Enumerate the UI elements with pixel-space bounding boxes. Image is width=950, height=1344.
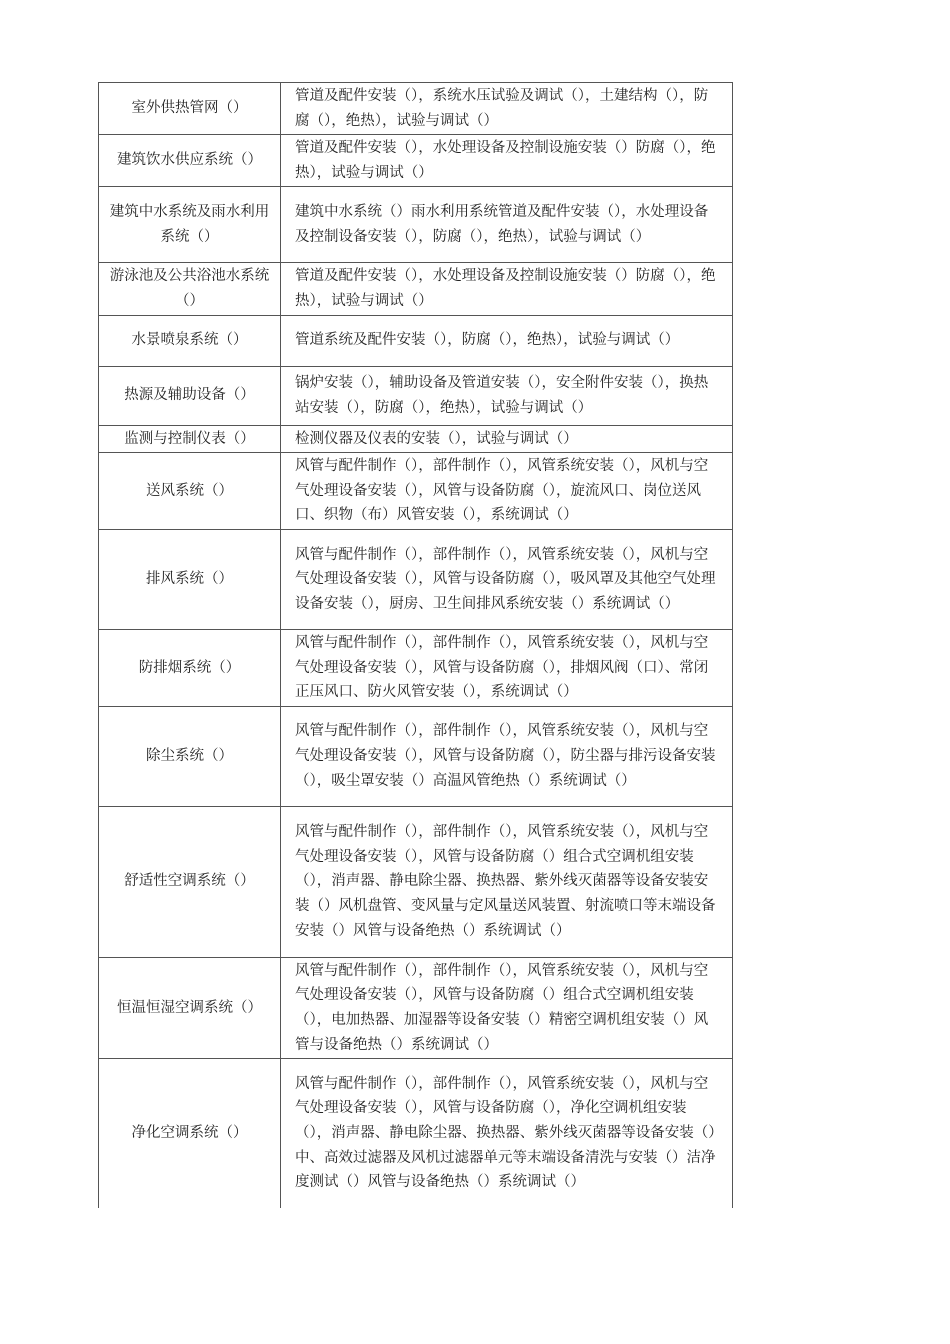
table-row [99, 529, 733, 629]
subsystem-name: 监测与控制仪表（） [124, 430, 255, 447]
table-row [99, 83, 733, 135]
subsystem-name-cell [99, 957, 281, 1058]
work-items-text: 管道及配件安装（），系统水压试验及调试（），土建结构（），防腐（），绝热），试验与调试（） [295, 88, 709, 129]
subsystem-name: 热源及辅助设备（） [124, 387, 255, 404]
table-row [99, 957, 733, 1058]
table-row [99, 706, 733, 806]
table-row [99, 315, 733, 366]
work-items-text: 风管与配件制作（），部件制作（），风管系统安装（），风机与空气处理设备安装（），风管与设备防腐（），净化空调机组安装（），消声器、静电除尘器、换热器、紫外线灭菌器等设备安装（）中、高效过滤器及风机过滤器单元等末端设备清洗与安装（）洁净度测试（）风管与设备绝热（）系统调试（） [295, 1075, 716, 1191]
subsystem-name: 排风系统（） [146, 571, 233, 588]
table-row [99, 453, 733, 530]
work-items-text: 管道及配件安装（），水处理设备及控制设施安装（）防腐（），绝热），试验与调试（） [295, 140, 716, 181]
subsystem-name-cell [99, 706, 281, 806]
work-items-cell [281, 425, 733, 453]
subsystem-name-cell [99, 263, 281, 315]
subsystem-name: 建筑饮水供应系统（） [117, 152, 262, 169]
subsystem-name: 游泳池及公共浴池水系统（） [109, 268, 270, 309]
subsystem-name-cell [99, 529, 281, 629]
subsystem-name: 净化空调系统（） [131, 1125, 248, 1142]
work-items-cell [281, 263, 733, 315]
subsystem-name-cell [99, 366, 281, 425]
work-items-text: 建筑中水系统（）雨水利用系统管道及配件安装（），水处理设备及控制设备安装（），防腐（），绝热），试验与调试（） [295, 204, 709, 245]
subsystem-name: 建筑中水系统及雨水利用系统（） [109, 204, 270, 245]
work-items-cell [281, 1059, 733, 1208]
work-items-text: 风管与配件制作（），部件制作（），风管系统安装（），风机与空气处理设备安装（），风管与设备防腐（），旋流风口、岗位送风口、织物（布）风管安装（），系统调试（） [295, 458, 709, 524]
work-items-cell [281, 187, 733, 263]
subsystem-name: 水景喷泉系统（） [131, 332, 248, 349]
work-items-text: 风管与配件制作（），部件制作（），风管系统安装（），风机与空气处理设备安装（），风管与设备防腐（），吸风罩及其他空气处理设备安装（），厨房、卫生间排风系统安装（）系统调试（） [295, 546, 716, 612]
subsystem-name-cell [99, 425, 281, 453]
work-items-text: 锅炉安装（），辅助设备及管道安装（），安全附件安装（），换热站安装（），防腐（），绝热），试验与调试（） [295, 374, 709, 416]
subsystem-name-cell [99, 315, 281, 366]
work-items-text: 风管与配件制作（），部件制作（），风管系统安装（），风机与空气处理设备安装（），风管与设备防腐（），排烟风阀（口）、常闭正压风口、防火风管安装（），系统调试（） [295, 634, 709, 701]
work-items-cell [281, 315, 733, 366]
subsystem-name: 室外供热管网（） [131, 100, 248, 117]
subsystem-name-cell [99, 806, 281, 957]
work-items-text: 检测仪器及仪表的安装（），试验与调试（） [295, 430, 578, 447]
table-row [99, 1059, 733, 1208]
subsystem-name-cell [99, 629, 281, 706]
subsystem-name-cell [99, 453, 281, 530]
work-items-text: 管道及配件安装（），水处理设备及控制设施安装（）防腐（），绝热），试验与调试（） [295, 268, 716, 309]
subsystem-name-cell [99, 187, 281, 263]
subsystem-name-cell [99, 1059, 281, 1208]
work-items-text: 管道系统及配件安装（），防腐（），绝热），试验与调试（） [295, 332, 680, 349]
work-items-cell [281, 453, 733, 530]
work-items-cell [281, 629, 733, 706]
work-items-text: 风管与配件制作（），部件制作（），风管系统安装（），风机与空气处理设备安装（），风管与设备防腐（）组合式空调机组安装（），电加热器、加湿器等设备安装（）精密空调机组安装（）风管与设备绝热（）系统调试（） [295, 962, 709, 1053]
subsystem-name: 除尘系统（） [146, 747, 233, 764]
table-row [99, 263, 733, 315]
subsystem-name: 舒适性空调系统（） [124, 873, 255, 890]
subsystem-name: 防排烟系统（） [138, 659, 241, 676]
work-items-cell [281, 806, 733, 957]
subsystem-name-cell [99, 83, 281, 135]
table-row [99, 366, 733, 425]
table-row [99, 806, 733, 957]
work-items-text: 风管与配件制作（），部件制作（），风管系统安装（），风机与空气处理设备安装（），风管与设备防腐（）组合式空调机组安装（），消声器、静电除尘器、换热器、紫外线灭菌器等设备安装安装（）风机盘管、变风量与定风量送风装置、射流喷口等末端设备安装（）风管与设备绝热（）系统调试（） [295, 824, 716, 939]
subsystem-name-cell [99, 135, 281, 187]
table-row [99, 425, 733, 453]
table-row [99, 135, 733, 187]
table-row [99, 629, 733, 706]
work-items-text: 风管与配件制作（），部件制作（），风管系统安装（），风机与空气处理设备安装（），风管与设备防腐（），防尘器与排污设备安装（），吸尘罩安装（）高温风管绝热（）系统调试（） [295, 723, 716, 789]
work-items-cell [281, 529, 733, 629]
work-items-cell [281, 706, 733, 806]
inspection-table [98, 82, 733, 1208]
work-items-cell [281, 135, 733, 187]
table-row [99, 187, 733, 263]
work-items-cell [281, 366, 733, 425]
subsystem-name: 送风系统（） [146, 482, 233, 499]
work-items-cell [281, 83, 733, 135]
subsystem-name: 恒温恒湿空调系统（） [117, 999, 262, 1016]
work-items-cell [281, 957, 733, 1058]
